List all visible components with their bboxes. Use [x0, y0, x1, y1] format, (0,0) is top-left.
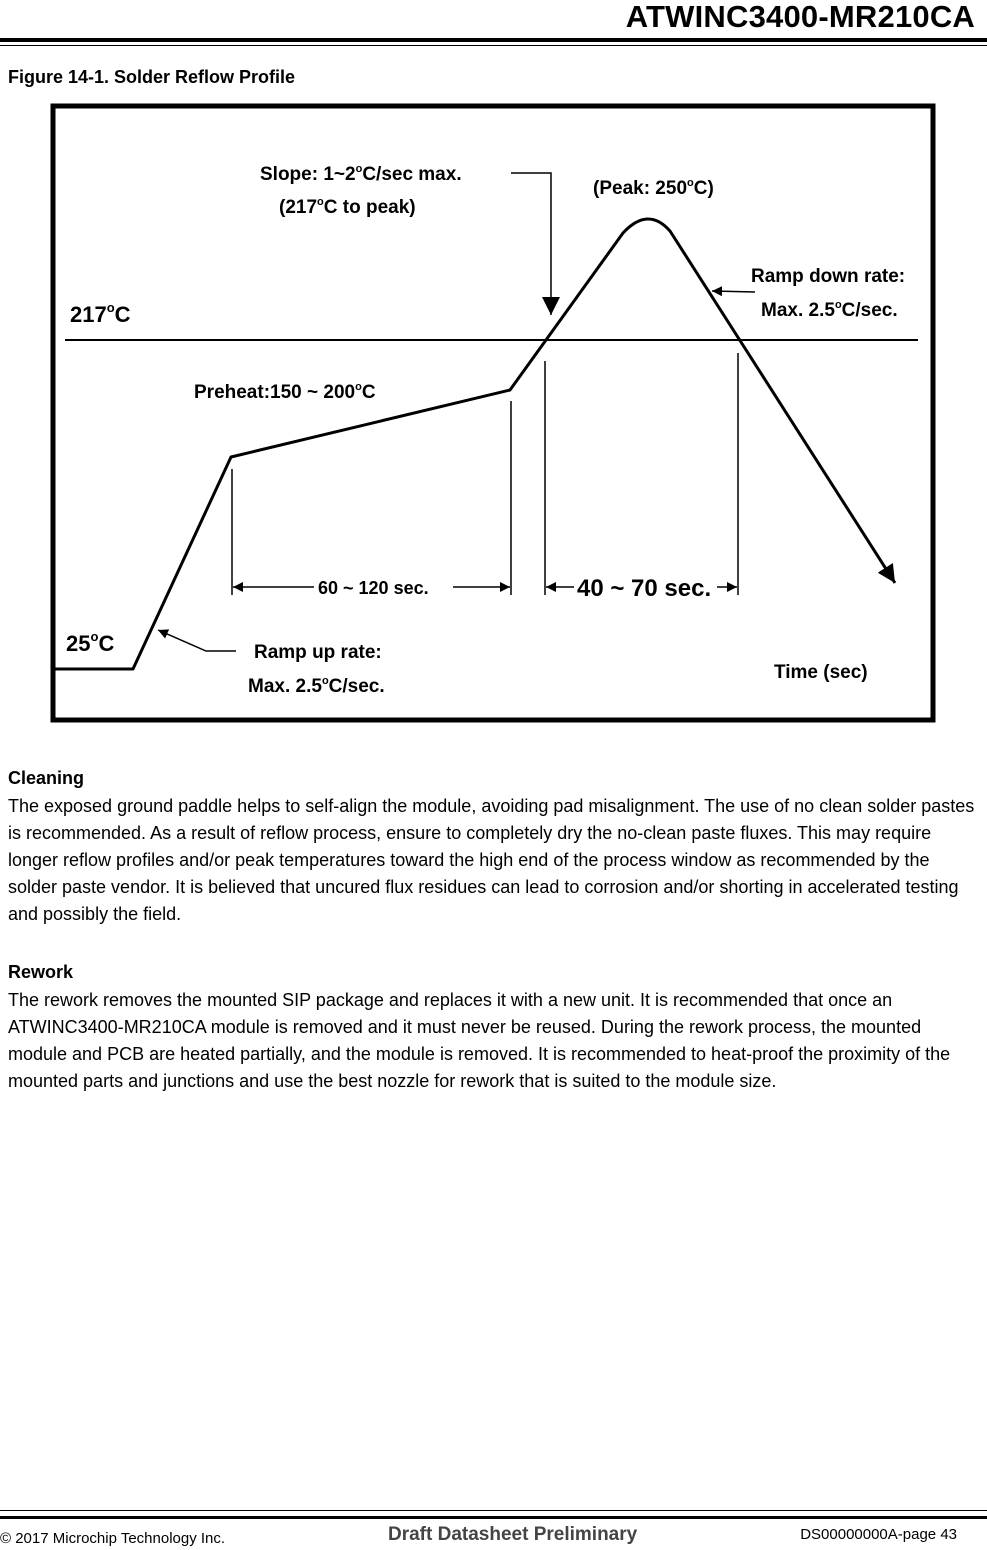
- label-ramp-up-line2: Max. 2.5$^o$C/sec.: [248, 675, 385, 697]
- rework-body: The rework removes the mounted SIP package and replaces it with a new unit. It is recommended that once an ATWINC3400-MR210CA module is removed and it must never be reused. During the rework process, the mounted module and PCB are heated partially, and the module is removed. It is recommended to heat-proof the proximity of the mounted parts and junctions and use the best nozzle for rework that is suited to the module size.: [8, 990, 951, 1091]
- rework-heading: Rework: [8, 962, 74, 982]
- footer-copyright: © 2017 Microchip Technology Inc.: [0, 1530, 226, 1547]
- rework-section: [8, 961, 983, 1095]
- footer-page-number: DS00000000A-page 43: [800, 1526, 957, 1543]
- reflow-profile-figure: [50, 103, 938, 727]
- chart-frame: [53, 106, 933, 720]
- label-ramp-down-line1: Ramp down rate:: [751, 266, 906, 287]
- label-slope-line1: Slope: 1~2$^o$C/sec max.: [260, 163, 462, 185]
- label-slope-line2: (217$^o$C to peak): [279, 196, 416, 218]
- footer-rule-thin: [0, 1510, 987, 1511]
- ramp-down-callout-arrow: [712, 291, 755, 292]
- label-217c: 217$^o$C: [70, 300, 131, 327]
- label-peak: (Peak: 250$^o$C): [593, 177, 714, 199]
- document-title: ATWINC3400-MR210CA: [625, 0, 975, 34]
- header-rule-thick: [0, 38, 987, 42]
- reflow-profile-chart: [50, 103, 938, 727]
- label-ramp-up-line1: Ramp up rate:: [254, 642, 382, 663]
- label-x-axis: Time (sec): [774, 662, 868, 683]
- label-liquidus-duration: 40 ~ 70 sec.: [577, 575, 712, 602]
- figure-caption: Figure 14-1. Solder Reflow Profile: [8, 67, 296, 87]
- header-rule-thin: [0, 45, 987, 46]
- label-preheat: Preheat:150 ~ 200$^o$C: [194, 381, 376, 403]
- footer-status: Draft Datasheet Preliminary: [388, 1524, 638, 1545]
- cleaning-section: [8, 767, 983, 928]
- label-25c: 25$^o$C: [66, 629, 115, 656]
- cleaning-heading: Cleaning: [8, 768, 85, 788]
- label-preheat-duration: 60 ~ 120 sec.: [318, 578, 429, 598]
- label-ramp-down-line2: Max. 2.5$^o$C/sec.: [761, 299, 898, 321]
- cleaning-body: The exposed ground paddle helps to self-align the module, avoiding pad misalignment. The use of no clean solder pastes is recommended. As a result of reflow process, ensure to completely dry the no-clean paste fluxes. This may require longer reflow profiles and/or peak temperatures toward the high end of the process window as recommended by the solder paste vendor. It is believed that uncured flux residues can lead to corrosion and/or shorting in accelerated testing and possibly the field.: [8, 796, 975, 924]
- footer-rule-thick: [0, 1516, 987, 1519]
